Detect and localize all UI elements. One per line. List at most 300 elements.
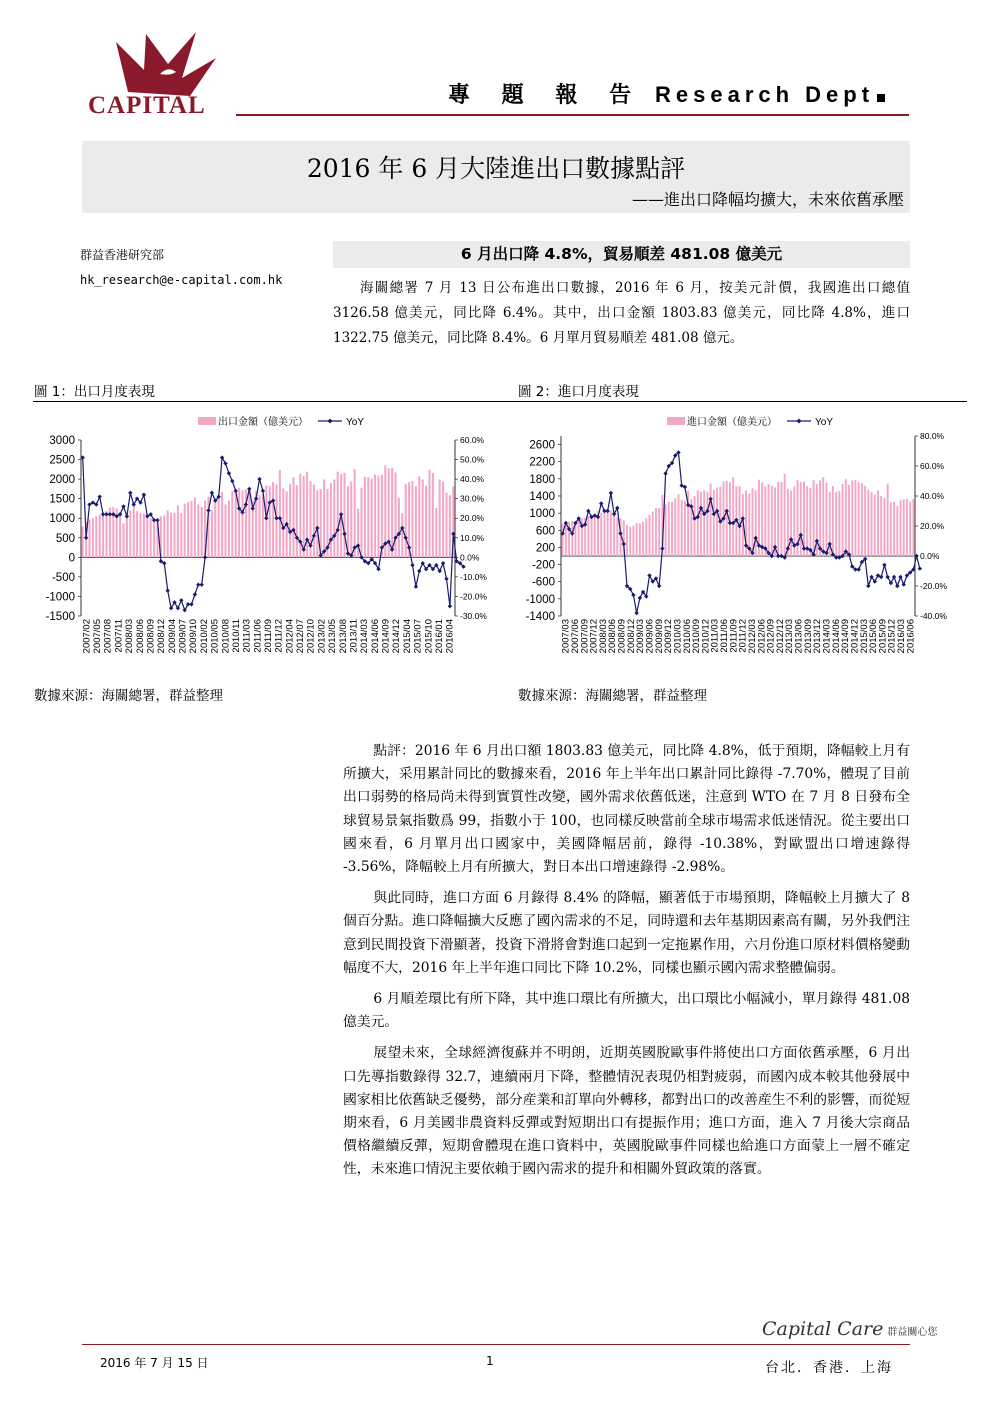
yoy-marker	[898, 575, 902, 579]
bar	[435, 508, 437, 557]
bar	[354, 469, 356, 557]
yoy-marker	[889, 581, 893, 585]
x-tick-label: 2009/04	[166, 619, 178, 654]
x-tick-label: 2010/12	[700, 619, 712, 654]
yoy-marker	[410, 563, 414, 567]
bar	[316, 490, 318, 557]
yoy-marker	[634, 611, 638, 615]
author-name: 群益香港研究部	[80, 248, 165, 262]
bar	[167, 510, 169, 557]
yoy-marker	[200, 583, 204, 587]
legend-bar-swatch	[667, 417, 685, 425]
bar	[129, 510, 131, 557]
y-left-tick-label: 1000	[529, 508, 555, 521]
bar	[726, 481, 728, 556]
x-tick-label: 2015/10	[423, 619, 435, 654]
x-tick-label: 2007/02	[81, 619, 93, 654]
x-tick-label: 2015/09	[877, 619, 889, 654]
yoy-marker	[261, 489, 265, 493]
y-left-tick-label: 1800	[529, 473, 555, 486]
bar	[571, 521, 573, 556]
bar	[639, 523, 641, 556]
bar	[163, 515, 165, 557]
yoy-marker	[278, 516, 282, 520]
yoy-marker	[203, 555, 207, 559]
x-tick-label: 2008/03	[597, 619, 609, 654]
bar	[139, 513, 141, 557]
yoy-marker	[622, 542, 626, 546]
bar	[764, 487, 766, 556]
sub-title: ——進出口降幅均擴大，未來依舊承壓	[631, 190, 904, 209]
y-left-tick-label: -600	[531, 576, 555, 589]
bar	[422, 480, 424, 558]
x-tick-label: 2014/12	[849, 619, 861, 654]
x-tick-label: 2014/03	[821, 619, 833, 654]
yoy-marker	[918, 566, 922, 570]
bar	[190, 501, 192, 557]
yoy-marker	[657, 584, 661, 588]
bar	[442, 481, 444, 557]
x-tick-label: 2008/12	[625, 619, 637, 654]
yoy-marker	[247, 487, 251, 491]
x-tick-label: 2010/11	[230, 619, 242, 653]
yoy-marker	[302, 547, 306, 551]
x-tick-label: 2008/09	[616, 619, 628, 654]
yoy-marker	[230, 479, 234, 483]
x-tick-label: 2007/09	[579, 619, 591, 654]
body-paragraph: 6 月順差環比有所下降，其中進口環比有所擴大，出口環比小幅減小，單月錄得 481.08 億美元。	[343, 991, 910, 1031]
yoy-marker	[121, 504, 125, 508]
yoy-marker	[448, 604, 452, 608]
yoy-marker	[179, 598, 183, 602]
y-left-tick-label: -1500	[45, 611, 75, 623]
bar	[126, 515, 128, 557]
x-tick-label: 2007/06	[569, 619, 581, 654]
yoy-marker	[615, 506, 619, 510]
bar	[626, 525, 628, 556]
bar	[671, 502, 673, 556]
bar	[133, 503, 135, 558]
bar	[790, 490, 792, 556]
bar	[771, 486, 773, 556]
bar	[289, 484, 291, 557]
bar	[360, 488, 362, 558]
bar	[313, 485, 315, 558]
bar	[700, 492, 702, 556]
bar	[330, 483, 332, 557]
import-chart	[515, 403, 965, 683]
bar	[739, 486, 741, 556]
yoy-line	[563, 453, 920, 614]
yoy-marker	[741, 516, 745, 520]
y-left-tick-label: 0	[68, 552, 75, 565]
x-tick-label: 2015/12	[886, 619, 898, 654]
yoy-marker	[631, 593, 635, 597]
bar	[282, 488, 284, 557]
bar	[880, 496, 882, 556]
yoy-marker	[789, 537, 793, 541]
report-type-title	[448, 78, 885, 109]
yoy-marker	[902, 582, 906, 586]
bar	[777, 482, 779, 556]
yoy-marker	[312, 534, 316, 538]
y-left-tick-label: 600	[535, 525, 555, 538]
x-tick-label: 2012/09	[765, 619, 777, 654]
yoy-marker	[227, 471, 231, 475]
square-bullet-icon	[877, 94, 885, 102]
bar	[398, 498, 400, 557]
yoy-marker	[254, 496, 258, 500]
yoy-marker	[856, 567, 860, 571]
bar	[642, 522, 644, 556]
bar	[231, 491, 233, 557]
bar	[629, 527, 631, 556]
bar	[333, 480, 335, 558]
x-tick-label: 2013/09	[802, 619, 814, 654]
yoy-marker	[599, 501, 603, 505]
y-right-tick-label: 10.0%	[460, 532, 485, 543]
bar	[350, 481, 352, 557]
yoy-marker	[390, 547, 394, 551]
y-right-tick-label: 30.0%	[460, 493, 485, 504]
yoy-marker	[142, 493, 146, 497]
bar	[92, 518, 94, 557]
y-left-tick-label: 2500	[49, 454, 75, 467]
yoy-marker	[166, 588, 170, 592]
x-tick-label: 2011/12	[737, 619, 749, 653]
yoy-marker	[264, 516, 268, 520]
bar	[136, 511, 138, 557]
bar	[241, 490, 243, 557]
bar	[323, 480, 325, 558]
y-left-tick-label: 1400	[529, 491, 555, 503]
bar	[146, 518, 148, 557]
bar	[677, 494, 679, 556]
yoy-marker	[210, 491, 214, 495]
x-tick-label: 2011/09	[263, 619, 274, 653]
yoy-marker	[866, 584, 870, 588]
x-tick-label: 2011/06	[252, 619, 264, 653]
bar	[887, 484, 889, 556]
y-left-tick-label: 2000	[49, 474, 75, 487]
bar	[432, 473, 434, 557]
bar	[562, 524, 564, 556]
y-left-tick-label: 200	[535, 542, 555, 555]
bar	[909, 502, 911, 556]
x-tick-label: 2009/03	[635, 619, 647, 654]
body-paragraph: 展望未來，全球經濟復蘇并不明朗，近期英國脫歐事件將使出口方面依舊承壓，6 月出口先導指數錄得 32.7，連續兩月下降，整體情況表現仍相對疲弱，而國內成本較其他發展中國家相比依舊缺乏優勢，部分産業和訂單向外轉移，都對出口的改善産生不利的影響，而從短期來看，6 月美國非農資料反彈或對短期出口有提振作用；進口方面，進入 7 月後大宗商品價格繼續反彈，短期會體現在進口資料中，英國脫歐事件同樣也給進口方面蒙上一層不確定性，未來進口情況主要依賴于國內需求的提升和相關外貿政策的落實。	[343, 1045, 910, 1178]
figure-1-caption: 圖 1：出口月度表現	[34, 384, 155, 400]
bar	[197, 505, 199, 558]
bar	[428, 470, 430, 558]
bar	[99, 515, 101, 558]
x-tick-label: 2016/06	[905, 619, 917, 654]
bar	[732, 477, 734, 556]
body-text	[343, 740, 910, 1190]
bar	[105, 511, 107, 557]
bar	[655, 508, 657, 556]
yoy-marker	[407, 545, 411, 549]
bar	[752, 488, 754, 556]
bar	[272, 482, 274, 557]
bar	[187, 502, 189, 557]
x-tick-label: 2014/12	[391, 619, 403, 654]
y-right-tick-label: 0.0%	[920, 551, 940, 561]
footer-brand	[762, 1318, 937, 1340]
bar	[153, 522, 155, 558]
bar	[896, 506, 898, 556]
x-tick-label: 2010/03	[672, 619, 684, 654]
x-tick-label: 2008/03	[124, 619, 136, 654]
figure-rule	[33, 401, 967, 402]
headline: 6 月出口降 4.8%，貿易順差 481.08 億美元	[333, 241, 910, 268]
x-tick-label: 2013/11	[348, 619, 360, 653]
yoy-marker	[189, 602, 193, 606]
bar	[177, 505, 179, 557]
x-tick-label: 2016/01	[433, 619, 445, 654]
bar	[864, 486, 866, 556]
bar	[768, 484, 770, 556]
bar	[835, 492, 837, 556]
legend-line-label: YoY	[815, 417, 833, 428]
bar	[439, 480, 441, 558]
x-tick-label: 2009/10	[188, 619, 200, 654]
yoy-marker	[125, 514, 129, 518]
yoy-marker	[647, 573, 651, 577]
bar	[591, 515, 593, 556]
bar	[867, 490, 869, 556]
yoy-marker	[828, 542, 832, 546]
bar	[874, 495, 876, 556]
yoy-marker	[737, 524, 741, 528]
x-tick-label: 2013/03	[784, 619, 796, 654]
x-tick-label: 2012/12	[774, 619, 786, 654]
y-left-tick-label: -200	[531, 559, 555, 572]
bar	[449, 495, 451, 557]
yoy-marker	[663, 471, 667, 475]
x-tick-label: 2007/08	[102, 619, 114, 654]
bar	[649, 515, 651, 556]
x-tick-label: 2016/03	[896, 619, 908, 654]
bar	[265, 485, 267, 557]
yoy-marker	[725, 509, 729, 513]
footer-date: 2016 年 7 月 15 日	[100, 1356, 209, 1370]
bar	[211, 510, 213, 557]
bar	[755, 490, 757, 556]
intro-paragraph: 海關總署 7 月 13 日公布進出口數據，2016 年 6 月，按美元計價，我國進出口總值 3126.58 億美元，同比降 6.4%。其中，出口金額 1803.83 億美元，同比降 4.8%，進口 1322.75 億美元，同比降 8.4%。6 月單月貿易順差 481.08 億元。	[333, 280, 910, 346]
bar	[228, 501, 230, 558]
bar	[845, 479, 847, 556]
bar	[780, 482, 782, 556]
bar	[594, 517, 596, 556]
yoy-marker	[708, 497, 712, 501]
bar	[367, 477, 369, 557]
bar	[411, 481, 413, 557]
legend-line-marker	[797, 419, 802, 424]
bar	[668, 502, 670, 556]
report-type-cn: 專 題 報 告	[448, 83, 643, 108]
bar	[401, 513, 403, 557]
bar	[173, 513, 175, 558]
x-tick-label: 2007/03	[560, 619, 572, 654]
main-title: 2016 年 6 月大陸進出口數據點評	[306, 154, 686, 183]
yoy-marker	[234, 489, 238, 493]
bar	[890, 502, 892, 556]
y-left-tick-label: -500	[51, 571, 75, 584]
yoy-marker	[895, 584, 899, 588]
bar	[900, 500, 902, 556]
x-tick-label: 2009/06	[644, 619, 656, 654]
yoy-marker	[618, 531, 622, 535]
yoy-marker	[773, 545, 777, 549]
bar	[784, 474, 786, 556]
bar	[180, 513, 182, 557]
bar	[578, 519, 580, 556]
x-tick-label: 2010/05	[209, 619, 221, 654]
bar	[616, 517, 618, 556]
bar	[645, 518, 647, 556]
yoy-marker	[799, 533, 803, 537]
body-paragraph: 點評：2016 年 6 月出口額 1803.83 億美元，同比降 4.8%，低于預期，降幅較上月有所擴大，采用累計同比的數據來看，2016 年上半年出口累計同比錄得 -7.70%，體現了目前出口弱勢的格局尚未得到實質性改變，國外需求依舊低迷，注意到 WTO 在 7 月 8 日發布全球貿易景氣指數爲 99，指數小于 100，也同樣反映當前全球市場需求低迷情況。從主要出口國來看，6 月單月出口國家中，美國降幅居前，錄得 -10.38%，對歐盟出口增速錄得 -3.56%，降幅較上月有所擴大，對日本出口增速錄得 -2.98%。	[343, 743, 910, 876]
bar	[806, 486, 808, 556]
bar	[716, 487, 718, 556]
bar	[377, 476, 379, 558]
bar	[613, 513, 615, 556]
bar	[906, 499, 908, 556]
y-right-tick-label: 60.0%	[460, 435, 485, 445]
yoy-marker	[155, 518, 159, 522]
x-tick-label: 2014/03	[359, 619, 371, 654]
bar	[903, 499, 905, 556]
x-tick-label: 2013/05	[327, 619, 339, 654]
x-tick-label: 2009/12	[663, 619, 675, 654]
x-tick-label: 2015/03	[858, 619, 870, 654]
yoy-marker	[660, 546, 664, 550]
x-tick-label: 2012/07	[295, 619, 307, 654]
bar	[364, 477, 366, 558]
bar	[337, 472, 339, 558]
page-number: 1	[486, 1354, 494, 1368]
bar	[95, 516, 97, 557]
x-tick-label: 2014/09	[840, 619, 852, 654]
body-paragraph: 與此同時，進口方面 6 月錄得 8.4% 的降幅，顯著低于市場預期，降幅較上月擴大了 8 個百分點。進口降幅擴大反應了國內需求的不足，同時還和去年基期因素高有關，另外我們注意到民間投資下滑顯著，投資下滑將會對進口起到一定拖累作用，六月份進口原材料價格變動幅度不大，2016 年上半年進口同比下降 10.2%，同樣也顯示國內需求整體偏弱。	[343, 890, 910, 976]
bar	[826, 483, 828, 556]
x-tick-label: 2013/12	[812, 619, 824, 654]
bar	[587, 517, 589, 556]
yoy-marker	[815, 539, 819, 543]
y-right-tick-label: -30.0%	[460, 611, 487, 621]
y-right-tick-label: -20.0%	[460, 591, 487, 602]
bar	[306, 472, 308, 557]
x-tick-label: 2014/06	[830, 619, 842, 654]
x-tick-label: 2014/06	[369, 619, 381, 654]
yoy-marker	[882, 563, 886, 567]
bar	[842, 484, 844, 556]
figure-1-source: 數據來源：海關總署，群益整理	[34, 688, 223, 704]
bar	[893, 502, 895, 556]
y-right-tick-label: -10.0%	[460, 571, 487, 582]
bar	[684, 501, 686, 556]
bar	[425, 486, 427, 558]
bar	[224, 505, 226, 558]
bar	[871, 492, 873, 556]
bar	[861, 483, 863, 556]
x-tick-label: 2009/07	[177, 619, 189, 654]
bar	[832, 486, 834, 556]
bar	[275, 484, 277, 557]
y-right-tick-label: -20.0%	[920, 581, 947, 591]
x-tick-label: 2010/06	[681, 619, 693, 654]
y-left-tick-label: -1400	[525, 611, 555, 623]
yoy-marker	[605, 509, 609, 513]
bar	[381, 475, 383, 558]
footer-brand-name: Capital Care	[762, 1318, 884, 1340]
x-tick-label: 2015/04	[401, 619, 413, 654]
bar	[122, 523, 124, 557]
yoy-marker	[84, 536, 88, 540]
y-left-tick-label: 3000	[49, 435, 75, 447]
yoy-marker	[612, 512, 616, 516]
author-email[interactable]: hk_research@e-capital.com.hk	[80, 273, 283, 287]
yoy-marker	[444, 577, 448, 581]
bar	[854, 480, 856, 556]
bar	[194, 497, 196, 557]
yoy-marker	[414, 584, 418, 588]
bar	[658, 508, 660, 556]
bar	[813, 480, 815, 556]
yoy-marker	[699, 506, 703, 510]
y-left-tick-label: -1000	[525, 593, 555, 606]
x-tick-label: 2011/03	[241, 619, 253, 653]
x-tick-label: 2016/04	[444, 619, 456, 654]
x-tick-label: 2012/04	[284, 619, 296, 654]
bar	[184, 504, 186, 558]
y-right-tick-label: 40.0%	[920, 491, 945, 501]
yoy-marker	[586, 509, 590, 513]
yoy-marker	[885, 575, 889, 579]
bar	[603, 510, 605, 556]
legend-line-label: YoY	[346, 417, 364, 428]
x-tick-label: 2013/02	[316, 619, 328, 654]
bar	[82, 526, 84, 557]
yoy-marker	[417, 569, 421, 573]
header-rule	[236, 114, 909, 116]
bar	[405, 484, 407, 558]
x-tick-label: 2010/08	[220, 619, 232, 654]
footer-rule	[82, 1344, 910, 1345]
bar	[636, 523, 638, 556]
x-tick-label: 2010/02	[198, 619, 210, 654]
bar	[88, 519, 90, 557]
bar	[296, 485, 298, 557]
yoy-marker	[128, 491, 132, 495]
y-right-tick-label: 0.0%	[460, 552, 480, 563]
bar	[303, 476, 305, 557]
logo-text: CAPITAL	[88, 92, 206, 119]
footer-brand-tag: 群益關心您	[887, 1327, 938, 1338]
bar	[269, 486, 271, 557]
y-left-tick-label: 500	[55, 532, 75, 545]
yoy-marker	[339, 512, 343, 516]
bar	[607, 508, 609, 556]
y-left-tick-label: 1500	[49, 493, 75, 506]
x-tick-label: 2013/06	[793, 619, 805, 654]
bar	[221, 492, 223, 557]
x-tick-label: 2015/07	[412, 619, 424, 654]
yoy-marker	[564, 521, 568, 525]
y-right-tick-label: 80.0%	[920, 431, 945, 441]
x-tick-label: 2008/06	[607, 619, 619, 654]
